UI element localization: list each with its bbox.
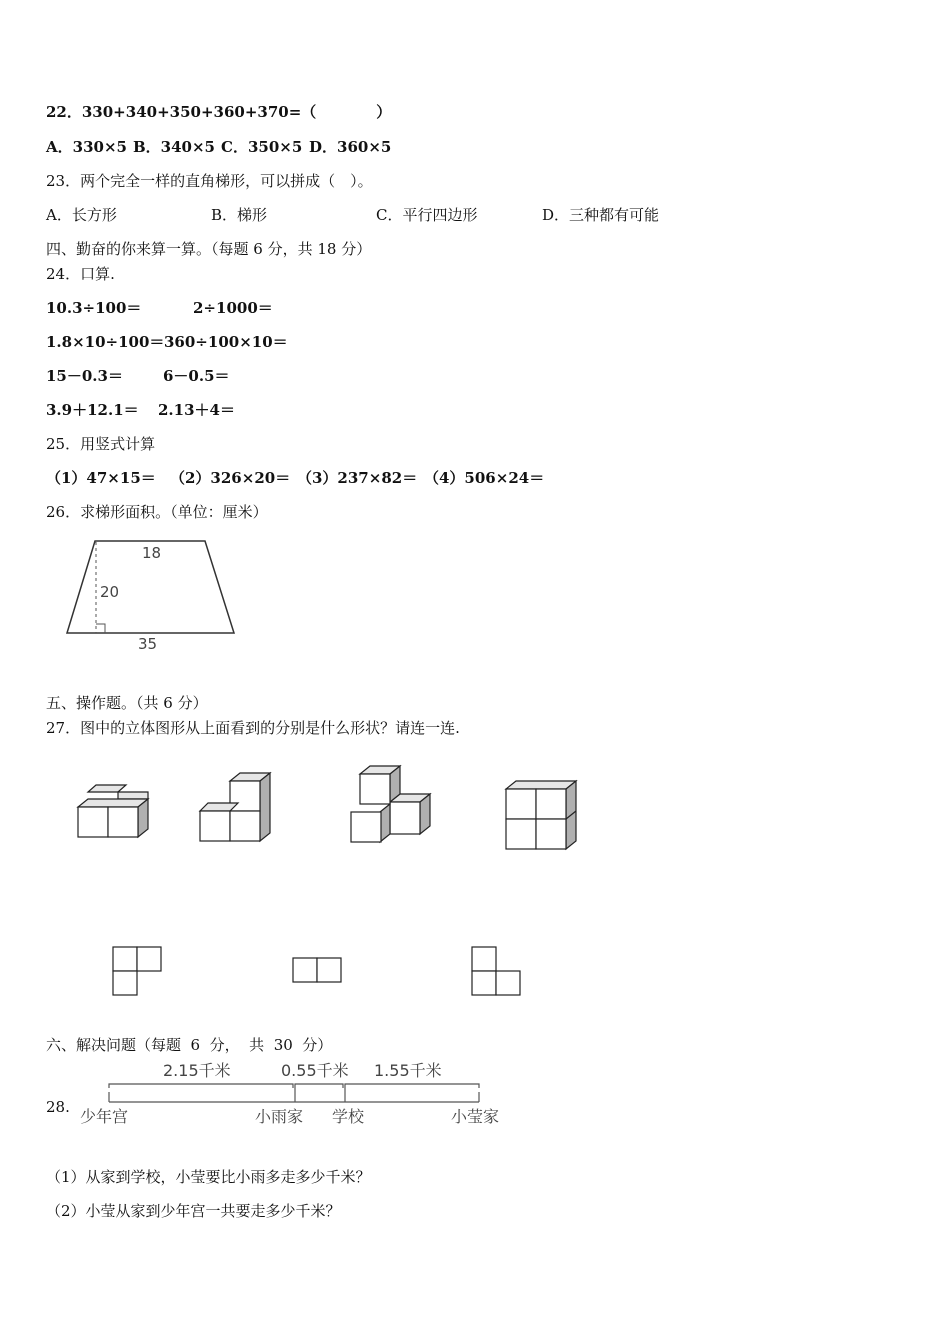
place-youth-palace: 少年宫 (80, 1107, 129, 1126)
q24-stem: 24．口算. (46, 265, 115, 283)
q22-option-c[interactable]: C．350×5 (221, 138, 303, 156)
distance-label-2: 0.55千米 (281, 1061, 349, 1080)
place-xiaoyu-home: 小雨家 (255, 1107, 304, 1126)
q25-item-2: （2）326×20＝ (170, 469, 291, 487)
solid-figure-4[interactable] (504, 779, 580, 853)
top-view-1[interactable] (112, 946, 164, 996)
q22-option-b[interactable]: B．340×5 (133, 138, 215, 156)
q22-option-a[interactable]: A．330×5 (46, 138, 127, 156)
solid-figure-3[interactable] (350, 764, 434, 848)
q28-sub2: （2）小莹从家到少年宫一共要走多少千米？ (46, 1202, 341, 1220)
q24-r2-c2: 360÷100×10＝ (164, 333, 288, 351)
q26-stem: 26．求梯形面积。（单位：厘米） (46, 503, 268, 521)
q28-sub1: （1）从家到学校，小莹要比小雨多走多少千米？ (46, 1168, 371, 1186)
trapezoid-height-label: 20 (100, 583, 120, 601)
place-school: 学校 (332, 1107, 365, 1126)
q28-number: 28. (46, 1098, 70, 1116)
q22-stem: 22．330+340+350+360+370=（ ） (46, 103, 392, 121)
distance-diagram (105, 1078, 490, 1108)
q24-r1-c1: 10.3÷100＝ (46, 299, 142, 317)
q24-r3-c2: 6－0.5＝ (163, 367, 230, 385)
q22-option-d[interactable]: D．360×5 (309, 138, 392, 156)
place-xiaoying-home: 小莹家 (451, 1107, 500, 1126)
section5-title: 五、操作题。（共 6 分） (46, 694, 208, 712)
q24-r4-c2: 2.13＋4＝ (158, 401, 235, 419)
section4-title: 四、勤奋的你来算一算。（每题 6 分，共 18 分） (46, 240, 372, 258)
solid-figure-2[interactable] (198, 771, 274, 845)
q25-item-3: （3）237×82＝ (297, 469, 418, 487)
q25-item-4: （4）506×24＝ (424, 469, 545, 487)
top-view-2[interactable] (292, 957, 344, 985)
solid-figure-1[interactable] (76, 785, 152, 841)
q24-r4-c1: 3.9＋12.1＝ (46, 401, 139, 419)
q23-stem: 23．两个完全一样的直角梯形，可以拼成（ ）。 (46, 172, 373, 190)
q23-option-d[interactable]: D．三种都有可能 (542, 206, 660, 224)
q24-r3-c1: 15－0.3＝ (46, 367, 123, 385)
trapezoid-bottom-label: 35 (138, 635, 158, 653)
distance-label-3: 1.55千米 (374, 1061, 442, 1080)
q23-option-c[interactable]: C．平行四边形 (376, 206, 478, 224)
section6-title: 六、解决问题（每题 6 分， 共 30 分） (46, 1036, 333, 1054)
q27-stem: 27．图中的立体图形从上面看到的分别是什么形状？请连一连. (46, 719, 460, 737)
q25-item-1: （1）47×15＝ (46, 469, 156, 487)
q23-option-a[interactable]: A．长方形 (46, 206, 117, 224)
q24-r2-c1: 1.8×10÷100＝ (46, 333, 165, 351)
q24-r1-c2: 2÷1000＝ (193, 299, 273, 317)
trapezoid-top-label: 18 (142, 544, 162, 562)
top-view-3[interactable] (471, 946, 523, 996)
distance-label-1: 2.15千米 (163, 1061, 231, 1080)
q23-option-b[interactable]: B．梯形 (211, 206, 268, 224)
q25-stem: 25．用竖式计算 (46, 435, 156, 453)
